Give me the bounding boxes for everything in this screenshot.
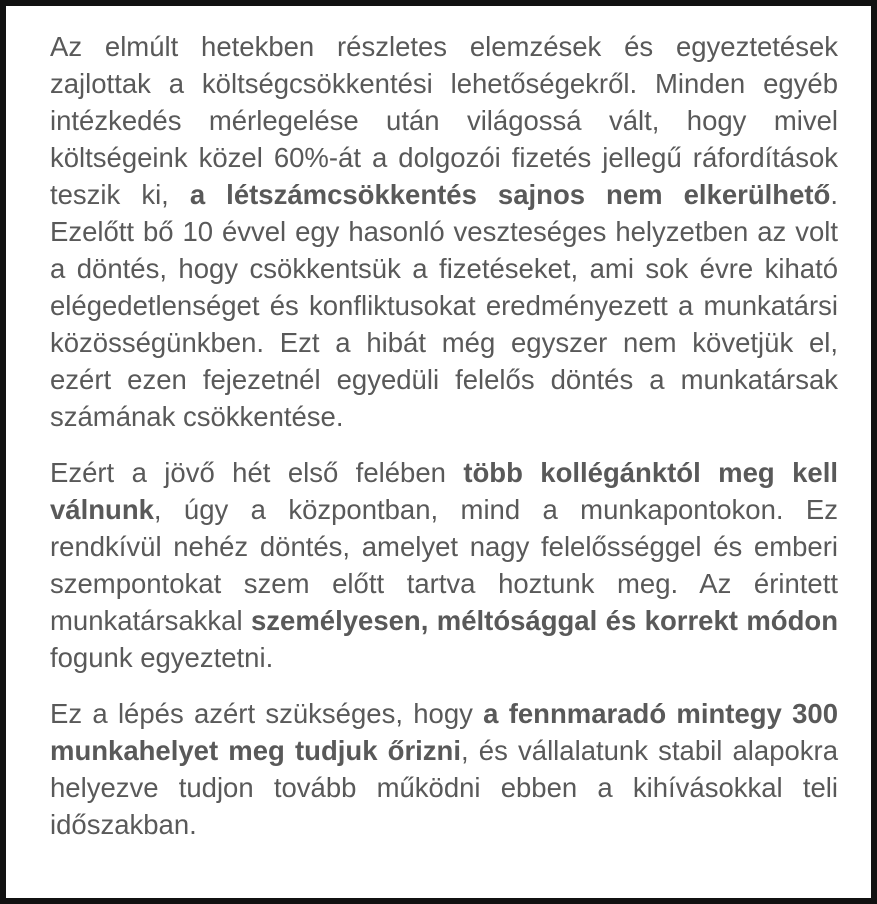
paragraph-1-text-2: . Ezelőtt bő 10 évvel egy hasonló veszteséges helyzetben az volt a döntés, hogy csökkentsük a fizetéseket, ami sok évre kiható elégedetlenséget és konfliktusokat eredményezett a munkatársi közösségünkben. Ezt a hibát még egyszer nem követjük el, ezért ezen fejezetnél egyedüli felelős döntés a munkatársak számának csökkentése.	[50, 179, 838, 432]
paragraph-3-text-2: , és vállalatunk stabil alapokra helyezve tudjon tovább működni ebben a kihívásokkal teli időszakban.	[50, 735, 838, 840]
paragraph-1-bold-1: a létszámcsökkentés sajnos nem elkerülhető	[189, 179, 831, 210]
paragraph-2	[50, 454, 838, 676]
paragraph-2-bold-1: több kollégánktól meg kell válnunk	[50, 457, 838, 525]
paragraph-2-text-1: Ezért a jövő hét első felében	[50, 457, 464, 488]
paragraph-3-text-1: Ez a lépés azért szükséges, hogy	[50, 698, 484, 729]
paragraph-1-text-1: Az elmúlt hetekben részletes elemzések és egyeztetések zajlottak a költségcsökkentési lehetőségekről. Minden egyéb intézkedés mérlegelése után világossá vált, hogy mivel költségeink közel 60%-át a dolgozói fizetés jellegű ráfordítások teszik ki,	[50, 31, 838, 210]
paragraph-3-bold-1: a fennmaradó mintegy 300 munkahelyet meg tudjuk őrizni	[50, 698, 838, 766]
document-body	[50, 28, 838, 843]
paragraph-1	[50, 28, 838, 435]
paragraph-2-bold-2: személyesen, méltósággal és korrekt módon	[251, 605, 838, 636]
paragraph-2-text-3: fogunk egyeztetni.	[50, 642, 274, 673]
paragraph-3	[50, 695, 838, 843]
paragraph-2-text-2: , úgy a központban, mind a munkapontokon. Ez rendkívül nehéz döntés, amelyet nagy felelősséggel és emberi szempontokat szem előtt tartva hoztunk meg. Az érintett munkatársakkal	[50, 494, 838, 636]
